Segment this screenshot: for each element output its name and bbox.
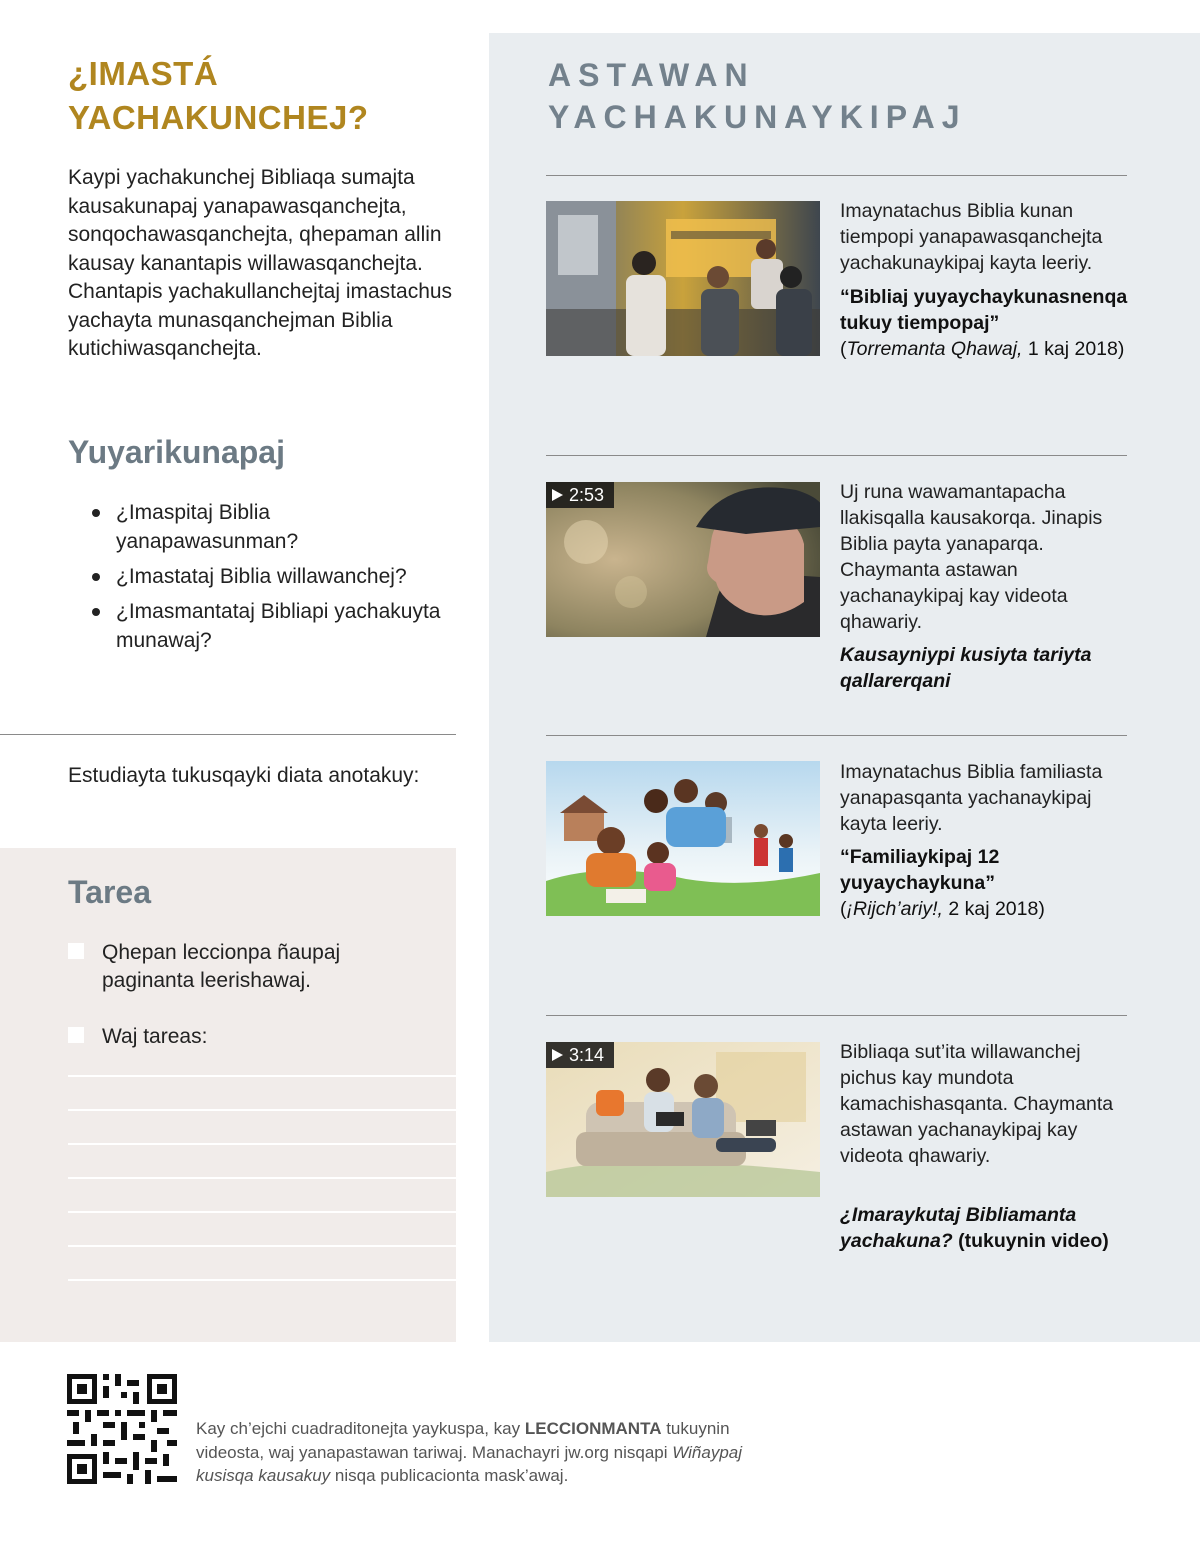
divider: [546, 455, 1127, 456]
homework-item-label: Waj tareas:: [102, 1025, 208, 1048]
video-reference[interactable]: ¿Imaraykutaj Bibliamanta yachakuna? (tukuynin video): [840, 1204, 1109, 1252]
review-question: ¿Imasmantataj Bibliapi yachakuyta munawaj?: [92, 597, 452, 655]
entry-description: Bibliaqa sut’ita willawanchej pichus kay mundota kamachishasqanta. Chaymanta astawan yachanaykipaj kay videota qhawariy.: [840, 1041, 1114, 1167]
homework-item-label: Qhepan leccionpa ñaupaj paginanta leerishawaj.: [102, 941, 341, 992]
divider: [546, 735, 1127, 736]
entry-description: Imaynatachus Biblia kunan tiempopi yanapawasqanchejta yachakunaykipaj kayta leeriy.: [840, 200, 1103, 274]
checkbox[interactable]: [68, 943, 84, 959]
divider: [0, 734, 456, 735]
writing-line[interactable]: [68, 1177, 456, 1179]
title-line-2: YACHAKUNCHEJ?: [68, 99, 369, 136]
review-question: ¿Imastataj Biblia willawanchej?: [92, 562, 452, 591]
divider: [546, 1015, 1127, 1016]
bullet-icon: [92, 573, 100, 581]
divider: [546, 175, 1127, 176]
entry-description: Imaynatachus Biblia familiasta yanapasqanta yachanaykipaj kayta leeriy.: [840, 761, 1103, 835]
article-reference[interactable]: “Familiaykipaj 12 yuyaychaykuna” (¡Rijch’ariy!, 2 kaj 2018): [840, 846, 1045, 920]
writing-line[interactable]: [68, 1109, 456, 1111]
review-questions: [92, 498, 452, 661]
homework-panel: [0, 848, 456, 1342]
video-thumbnail-couple-reading[interactable]: [546, 1042, 820, 1197]
photo-icon: [546, 761, 820, 916]
writing-line[interactable]: [68, 1211, 456, 1213]
title-line-1: ¿IMASTÁ: [68, 55, 219, 92]
footer-note: Kay ch’ejchi cuadraditonejta yaykuspa, kay LECCIONMANTA tukuynin videosta, waj yanapastawan tariwaj. Manachayri jw.org nisqapi Wiñaypaj kusisqa kausakuy nisqa publicacionta mask’awaj.: [196, 1419, 743, 1485]
writing-line[interactable]: [68, 1143, 456, 1145]
play-icon: [552, 489, 563, 501]
video-duration-badge: 2:53: [546, 482, 614, 508]
writing-line[interactable]: [68, 1245, 456, 1247]
review-title: Yuyarikunapaj: [68, 434, 285, 470]
qr-code[interactable]: [67, 1374, 177, 1484]
video-reference[interactable]: Kausayniypi kusiyta tariyta qallarerqani: [840, 644, 1092, 692]
article-image-train-station[interactable]: [546, 201, 820, 356]
learn-more-title: ASTAWAN YACHAKUNAYKIPAJ: [548, 57, 967, 135]
homework-title: Tarea: [68, 874, 152, 910]
lesson-summary-title: [68, 52, 448, 140]
intro-paragraph: Kaypi yachakunchej Bibliaqa sumajta kausakunapaj yanapawasqanchejta, sonqochawasqanchejta, qhepaman allin kausay kanantapis willawasqanchejta. Chantapis yachakullanchejtaj imastachus yachayta munasqanchejman Biblia kutichiwasqanchejta.: [68, 166, 453, 360]
bullet-icon: [92, 509, 100, 517]
writing-line[interactable]: [68, 1279, 456, 1281]
article-image-family[interactable]: [546, 761, 820, 916]
photo-icon: [546, 201, 820, 356]
qr-code-icon: [67, 1374, 177, 1484]
writing-line[interactable]: [68, 1075, 456, 1077]
play-icon: [552, 1049, 563, 1061]
entry-description: Uj runa wawamantapacha llakisqalla kausakorqa. Jinapis Biblia payta yanaparqa. Chaymanta astawan yachanaykipaj kay videota qhawariy.: [840, 481, 1103, 633]
article-reference[interactable]: “Bibliaj yuyaychaykunasnenqa tukuy tiempopaj” (Torremanta Qhawaj, 1 kaj 2018): [840, 286, 1128, 360]
review-question: ¿Imaspitaj Biblia yanapawasunman?: [92, 498, 452, 556]
study-date-note: Estudiayta tukusqayki diata anotakuy:: [68, 764, 420, 787]
bullet-icon: [92, 608, 100, 616]
video-duration-badge: 3:14: [546, 1042, 614, 1068]
checkbox[interactable]: [68, 1027, 84, 1043]
video-thumbnail-man[interactable]: [546, 482, 820, 637]
